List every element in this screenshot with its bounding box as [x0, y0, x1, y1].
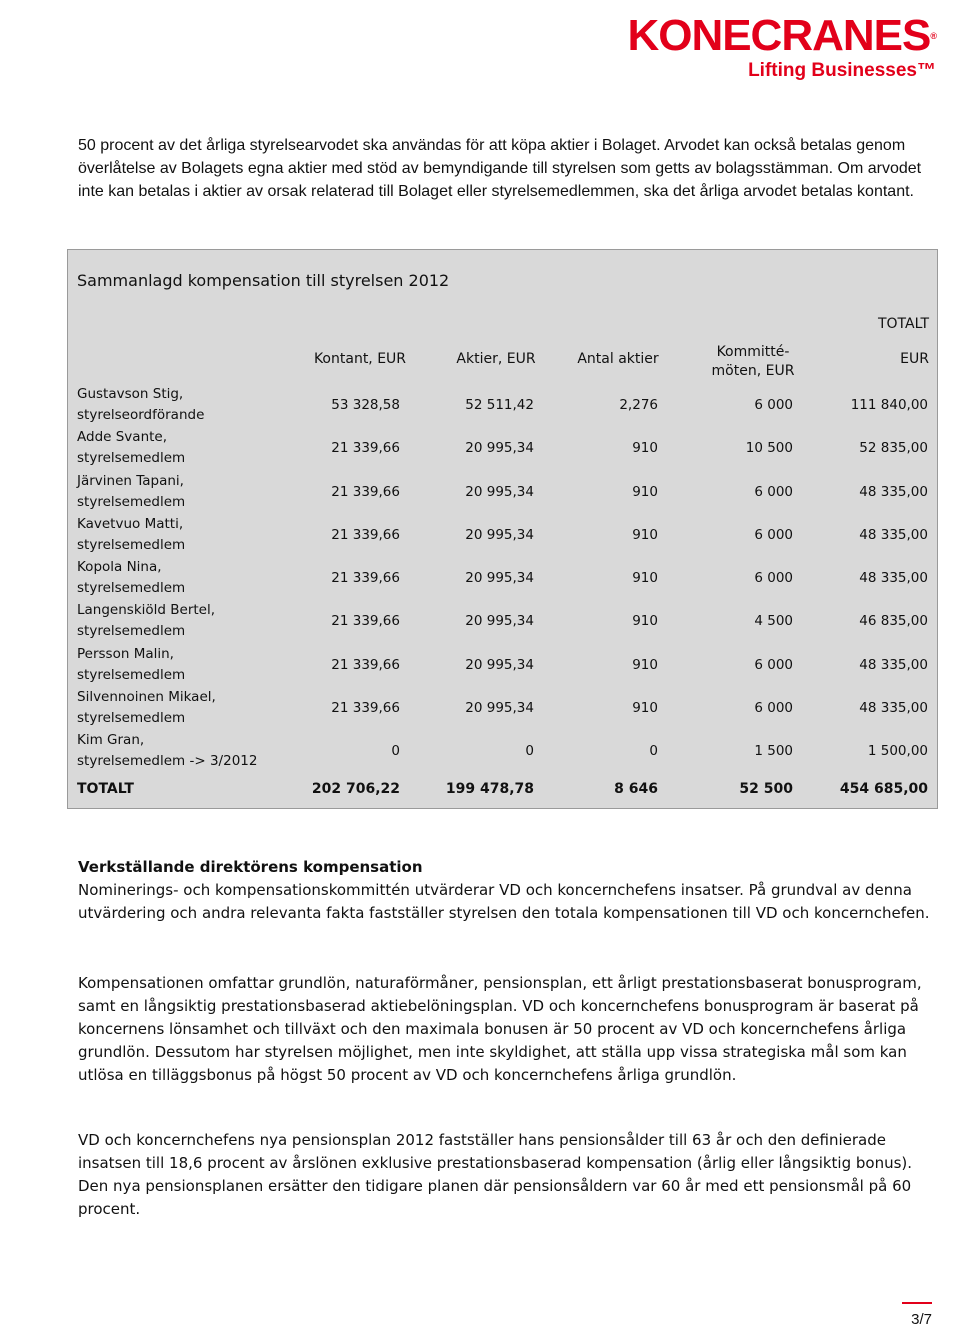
compensation-table	[67, 249, 938, 809]
cell-aktier: 20 995,34	[465, 570, 534, 587]
cell-totalt: 48 335,00	[859, 700, 928, 717]
cell-kontant: 21 339,66	[331, 656, 400, 673]
header-totalt-line1: TOTALT	[877, 316, 929, 332]
cell-kommitte: 10 500	[745, 440, 793, 457]
vd-compensation-section	[78, 856, 938, 925]
cell-antal: 910	[632, 570, 658, 587]
cell-kommitte: 6 000	[754, 526, 793, 543]
member-name-line1: Gustavson Stig,	[77, 386, 184, 402]
total-aktier: 199 478,78	[445, 781, 534, 797]
table-row	[68, 600, 937, 643]
cell-kontant: 21 339,66	[331, 570, 400, 587]
total-label: TOTALT	[77, 781, 134, 797]
member-name	[77, 730, 297, 772]
member-role: styrelsemedlem	[77, 623, 186, 640]
cell-totalt: 1 500,00	[867, 743, 928, 760]
cell-aktier: 20 995,34	[465, 483, 534, 500]
header-aktier: Aktier, EUR	[456, 351, 536, 367]
cell-antal: 910	[632, 483, 658, 500]
cell-antal: 2,276	[619, 397, 658, 413]
cell-kommitte: 6 000	[754, 483, 793, 500]
header-kommitte-line1: Kommitté-	[716, 344, 790, 360]
table-row	[68, 687, 937, 730]
member-role: styrelsemedlem	[77, 450, 186, 467]
member-role: styrelseordförande	[77, 407, 205, 423]
member-name-line1: Persson Malin,	[77, 645, 174, 662]
cell-aktier: 20 995,34	[465, 613, 534, 630]
member-role: styrelsemedlem	[77, 536, 186, 553]
table-row	[68, 644, 937, 687]
member-role: styrelsemedlem	[77, 666, 186, 683]
cell-totalt: 48 335,00	[859, 570, 928, 587]
header-kontant: Kontant, EUR	[313, 351, 407, 367]
cell-aktier: 20 995,34	[465, 700, 534, 717]
cell-kommitte: 6 000	[754, 397, 793, 413]
member-name-line1: Kim Gran,	[77, 732, 145, 749]
cell-aktier: 20 995,34	[465, 656, 534, 673]
cell-kontant: 0	[391, 743, 400, 760]
section-heading: Verkställande direktörens kompensation	[78, 858, 423, 876]
member-name	[77, 644, 297, 686]
total-antal: 8 646	[614, 781, 658, 797]
total-kommitte: 52 500	[739, 781, 793, 797]
cell-kommitte: 6 000	[754, 656, 793, 673]
cell-antal: 0	[649, 743, 658, 760]
logo-wordmark	[627, 11, 936, 60]
member-name-line1: Kavetvuo Matti,	[77, 515, 184, 532]
member-name-line1: Silvennoinen Mikael,	[77, 689, 216, 706]
cell-kontant: 21 339,66	[331, 440, 400, 457]
total-kontant: 202 706,22	[311, 781, 400, 797]
vd-paragraph-1: Nominerings- och kompensationskommittén utvärderar VD och koncernchefens insatser. På grundval av denna utvärdering och andra relevanta fakta fastställer styrelsen den totala kompensationen till VD och koncernchefen.	[78, 881, 930, 922]
vd-paragraph-2-block	[78, 972, 938, 1087]
cell-kontant: 21 339,66	[331, 700, 400, 717]
cell-totalt: 48 335,00	[859, 526, 928, 543]
company-logo	[627, 11, 936, 82]
member-name	[77, 687, 297, 729]
logo-tagline: Lifting Businesses™	[748, 60, 936, 81]
member-name	[77, 471, 297, 513]
table-row	[68, 557, 937, 600]
cell-totalt: 52 835,00	[859, 440, 928, 457]
table-body	[68, 384, 937, 774]
vd-paragraph-3: VD och koncernchefens nya pensionsplan 2012 fastställer hans pensionsålder till 63 år och den definierade insatsen till 18,6 procent av årslönen exklusive prestationsbaserad kompensation (årlig eller långsiktig bonus). Den nya pensionsplanen ersätter den tidigare planen där pensionsåldern var 60 år med ett pensionsmål på 60 procent.	[78, 1131, 913, 1218]
cell-kontant: 53 328,58	[331, 397, 400, 413]
cell-aktier: 0	[525, 743, 534, 760]
member-name	[77, 384, 297, 426]
header-kommitte-line2: möten, EUR	[711, 363, 795, 379]
intro-text: 50 procent av det årliga styrelsearvodet ska användas för att köpa aktier i Bolaget. Arvodet kan också betalas genom överlåtelse av Bolagets egna aktier med stöd av bemyndigande till styrelsen som getts av bolagsstämman. Om arvodet inte kan betalas i aktier av orsak relaterad till Bolaget eller styrelsemedlemmen, ska det årliga arvodet betalas kontant.	[78, 137, 922, 200]
table-row	[68, 427, 937, 470]
table-row	[68, 471, 937, 514]
cell-kontant: 21 339,66	[331, 483, 400, 500]
cell-antal: 910	[632, 613, 658, 630]
member-name-line1: Järvinen Tapani,	[77, 472, 184, 489]
cell-aktier: 20 995,34	[465, 440, 534, 457]
intro-paragraph	[78, 134, 928, 203]
member-name	[77, 557, 297, 599]
member-name-line1: Kopola Nina,	[77, 559, 162, 576]
cell-kontant: 21 339,66	[331, 613, 400, 630]
member-name	[77, 600, 297, 642]
header-antal: Antal aktier	[577, 351, 659, 367]
member-role: styrelsemedlem	[77, 493, 186, 510]
member-role: styrelsemedlem -> 3/2012	[77, 753, 258, 770]
table-row	[68, 730, 937, 773]
member-role: styrelsemedlem	[77, 580, 186, 597]
table-total-row	[68, 777, 937, 807]
cell-kontant: 21 339,66	[331, 526, 400, 543]
cell-totalt: 46 835,00	[859, 613, 928, 630]
cell-totalt: 48 335,00	[859, 483, 928, 500]
cell-totalt: 48 335,00	[859, 656, 928, 673]
total-totalt: 454 685,00	[839, 781, 928, 797]
table-title: Sammanlagd kompensation till styrelsen 2012	[77, 271, 450, 290]
cell-aktier: 20 995,34	[465, 526, 534, 543]
member-role: styrelsemedlem	[77, 710, 186, 727]
vd-paragraph-3-block	[78, 1129, 938, 1221]
page-number: 3/7	[911, 1311, 932, 1328]
cell-kommitte: 1 500	[754, 743, 793, 760]
page-number-accent	[902, 1302, 932, 1304]
cell-kommitte: 6 000	[754, 570, 793, 587]
cell-aktier: 52 511,42	[465, 397, 534, 413]
cell-antal: 910	[632, 700, 658, 717]
cell-totalt: 111 840,00	[850, 397, 928, 413]
logo-wordmark-text: KONECRANES	[627, 11, 931, 60]
member-name	[77, 514, 297, 556]
cell-antal: 910	[632, 526, 658, 543]
member-name-line1: Langenskiöld Bertel,	[77, 602, 216, 619]
member-name	[77, 427, 297, 469]
logo-registered-mark: ®	[930, 31, 936, 41]
header-kommitte	[703, 343, 803, 381]
cell-antal: 910	[632, 656, 658, 673]
table-row	[68, 514, 937, 557]
vd-paragraph-2: Kompensationen omfattar grundlön, naturaförmåner, pensionsplan, ett årligt prestationsbaserat bonusprogram, samt en långsiktig prestationsbaserad aktiebelöningsplan. VD och koncernchefens bonusprogram är baserat på koncernens lönsamhet och tillväxt och den maximala bonusen är 50 procent av VD och koncernchefens årliga grundlön. Dessutom har styrelsen möjlighet, men inte skyldighet, att ställa upp vissa strategiska mål som kan utlösa en tilläggsbonus på högst 50 procent av VD och koncernchefens årliga grundlön.	[78, 974, 922, 1084]
cell-antal: 910	[632, 440, 658, 457]
table-row	[68, 384, 937, 427]
cell-kommitte: 4 500	[754, 613, 793, 630]
cell-kommitte: 6 000	[754, 700, 793, 717]
header-totalt-line2: EUR	[900, 351, 929, 367]
member-name-line1: Adde Svante,	[77, 429, 168, 446]
